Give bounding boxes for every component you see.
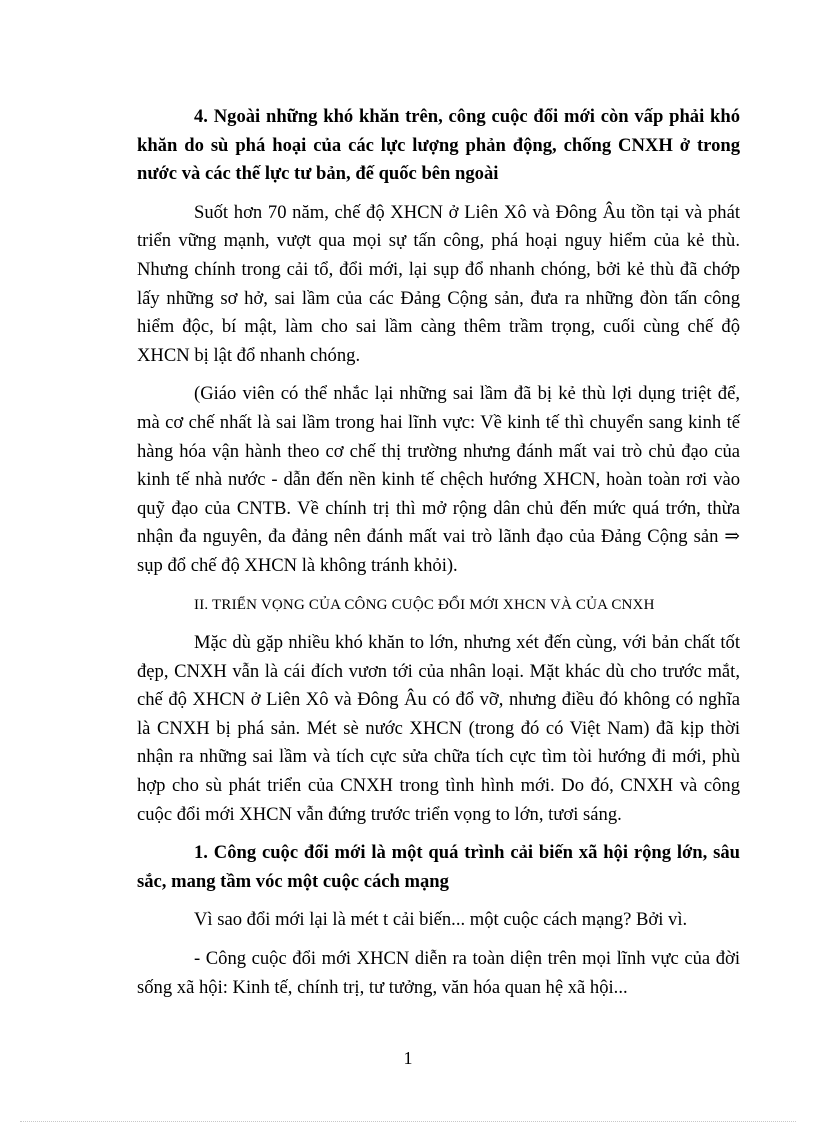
heading-section-1: 1. Công cuộc đổi mới là một quá trình cải biến xã hội rộng lớn, sâu sắc, mang tầm vóc một cuộc cách mạng [137, 842, 740, 892]
document-body [137, 103, 740, 1012]
page-bottom-divider [20, 1121, 796, 1122]
heading-section-4: 4. Ngoài những khó khăn trên, công cuộc đổi mới còn vấp phải khó khăn do sù phá hoại của các lực lượng phản động, chống CNXH ở trong nước và các thế lực tư bản, đế quốc bên ngoài [137, 106, 740, 185]
paragraph-3: Mặc dù gặp nhiều khó khăn to lớn, nhưng xét đến cùng, với bản chất tốt đẹp, CNXH vẫn là cái đích vươn tới của nhân loại. Mặt khác dù cho trước mắt, chế độ XHCN ở Liên Xô và Đông Âu có đổ vỡ, nhưng điều đó không có nghĩa là CNXH bị phá sản. Mét sè nước XHCN (trong đó có Việt Nam) đã kịp thời nhận ra những sai lầm và tích cực sửa chữa tích cực tìm tòi hướng đi mới, phù hợp cho sù phát triển của CNXH trong tình hình mới. Do đó, CNXH và công cuộc đổi mới XHCN vẫn đứng trước triển vọng to lớn, tươi sáng. [137, 632, 740, 825]
paragraph-4: Vì sao đổi mới lại là mét t cải biến... một cuộc cách mạng? Bởi vì. [194, 909, 688, 931]
section-heading-II: II. TRIỂN VỌNG CỦA CÔNG CUỘC ĐỔI MỚI XHCN VÀ CỦA CNXH [194, 596, 655, 613]
page-number: 1 [403, 1048, 413, 1068]
paragraph-2: (Giáo viên có thể nhắc lại những sai lầm đã bị kẻ thù lợi dụng triệt để, mà cơ chế nhất là sai lầm trong hai lĩnh vực: Về kinh tế thì chuyển sang kinh tế hàng hóa vận hành theo cơ chế thị trường nhưng đánh mất vai trò chủ đạo của kinh tế nhà nước - dẫn đến nền kinh tế chệch hướng XHCN, hoàn toàn rơi vào quỹ đạo của CNTB. Về chính trị thì mở rộng dân chủ đến mức quá trớn, thừa nhận đa nguyên, đa đảng nên đánh mất vai trò lãnh đạo của Đảng Cộng sản ⇒ sụp đổ chế độ XHCN là không tránh khỏi). [137, 383, 740, 576]
paragraph-1: Suốt hơn 70 năm, chế độ XHCN ở Liên Xô và Đông Âu tồn tại và phát triển vững mạnh, vượt qua mọi sự tấn công, phá hoại nguy hiểm của kẻ thù. Nhưng chính trong cải tổ, đổi mới, lại sụp đổ nhanh chóng, bởi kẻ thù đã chớp lấy những sơ hở, sai lầm của các Đảng Cộng sản, đưa ra những đòn tấn công hiểm độc, bí mật, làm cho sai lầm càng thêm trầm trọng, cuối cùng chế độ XHCN bị lật đổ nhanh chóng. [137, 201, 740, 366]
paragraph-5: - Công cuộc đổi mới XHCN diễn ra toàn diện trên mọi lĩnh vực của đời sống xã hội: Kinh tế, chính trị, tư tưởng, văn hóa quan hệ xã hội... [137, 948, 740, 998]
